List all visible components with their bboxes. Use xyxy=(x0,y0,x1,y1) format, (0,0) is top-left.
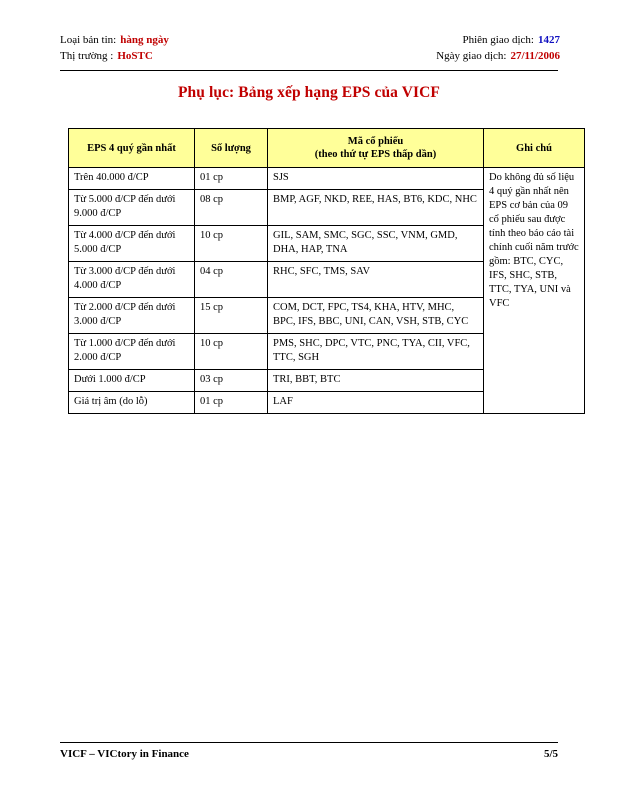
document-header xyxy=(60,32,560,64)
table-header-row xyxy=(69,129,585,168)
th-note: Ghi chú xyxy=(484,129,585,168)
cell-codes: GIL, SAM, SMC, SGC, SSC, VNM, GMD, DHA, HAP, TNA xyxy=(268,226,484,262)
th-eps-range: EPS 4 quý gần nhất xyxy=(69,129,195,168)
session-label: Phiên giao dịch: xyxy=(462,34,534,46)
bulletin-type-label: Loại bản tin: xyxy=(60,34,117,46)
trade-date-label: Ngày giao dịch: xyxy=(436,50,507,62)
eps-table-wrapper xyxy=(68,128,579,414)
eps-ranking-table xyxy=(68,128,585,414)
cell-codes: LAF xyxy=(268,392,484,414)
th-quantity: Số lượng xyxy=(195,129,268,168)
document-footer xyxy=(60,748,558,760)
header-divider xyxy=(60,70,558,71)
page-title: Phụ lục: Bảng xếp hạng EPS của VICF xyxy=(177,84,441,101)
footer-divider xyxy=(60,742,558,743)
bulletin-type xyxy=(60,32,169,48)
cell-codes: PMS, SHC, DPC, VTC, PNC, TYA, CII, VFC, TTC, SGH xyxy=(268,334,484,370)
cell-range: Từ 4.000 đ/CP đến dưới 5.000 đ/CP xyxy=(69,226,195,262)
market-value: HoSTC xyxy=(117,50,153,62)
session-number xyxy=(463,32,561,48)
cell-range: Từ 5.000 đ/CP đến dưới 9.000 đ/CP xyxy=(69,190,195,226)
cell-note: Do không đủ số liệu 4 quý gần nhất nên EPS cơ bản của 09 cổ phiếu sau được tính theo báo cáo tài chính cuối năm trước gồm: BTC, CYC, IFS, SHC, STB, TTC, TYA, UNI và VFC xyxy=(484,168,585,414)
cell-count: 01 cp xyxy=(195,168,268,190)
cell-codes: TRI, BBT, BTC xyxy=(268,370,484,392)
cell-range: Giá trị âm (do lỗ) xyxy=(69,392,195,414)
cell-codes: BMP, AGF, NKD, REE, HAS, BT6, KDC, NHC xyxy=(268,190,484,226)
trade-date xyxy=(436,48,560,64)
table-header xyxy=(69,129,585,168)
th-stock-codes-line1: Mã cổ phiếu xyxy=(347,136,404,147)
bulletin-type-value: hàng ngày xyxy=(120,34,169,46)
cell-count: 15 cp xyxy=(195,298,268,334)
table-body xyxy=(69,168,585,414)
cell-range: Dưới 1.000 đ/CP xyxy=(69,370,195,392)
cell-count: 03 cp xyxy=(195,370,268,392)
market-label: Thị trường : xyxy=(60,50,114,62)
cell-count: 01 cp xyxy=(195,392,268,414)
market xyxy=(60,48,153,64)
cell-range: Từ 2.000 đ/CP đến dưới 3.000 đ/CP xyxy=(69,298,195,334)
table-row xyxy=(69,168,585,190)
th-stock-codes xyxy=(268,129,484,168)
cell-count: 10 cp xyxy=(195,226,268,262)
cell-count: 04 cp xyxy=(195,262,268,298)
session-value: 1427 xyxy=(538,34,560,46)
footer-brand: VICF – VICtory in Finance xyxy=(60,748,189,760)
cell-count: 10 cp xyxy=(195,334,268,370)
header-row-1 xyxy=(60,32,560,48)
th-stock-codes-line2: (theo thứ tự EPS thấp dần) xyxy=(314,149,437,160)
cell-range: Trên 40.000 đ/CP xyxy=(69,168,195,190)
cell-codes: SJS xyxy=(268,168,484,190)
header-row-2 xyxy=(60,48,560,64)
cell-codes: COM, DCT, FPC, TS4, KHA, HTV, MHC, BPC, IFS, BBC, UNI, CAN, VSH, STB, CYC xyxy=(268,298,484,334)
cell-range: Từ 3.000 đ/CP đến dưới 4.000 đ/CP xyxy=(69,262,195,298)
cell-codes: RHC, SFC, TMS, SAV xyxy=(268,262,484,298)
page-number: 5/5 xyxy=(543,748,558,760)
trade-date-value: 27/11/2006 xyxy=(510,50,560,62)
cell-range: Từ 1.000 đ/CP đến dưới 2.000 đ/CP xyxy=(69,334,195,370)
cell-count: 08 cp xyxy=(195,190,268,226)
